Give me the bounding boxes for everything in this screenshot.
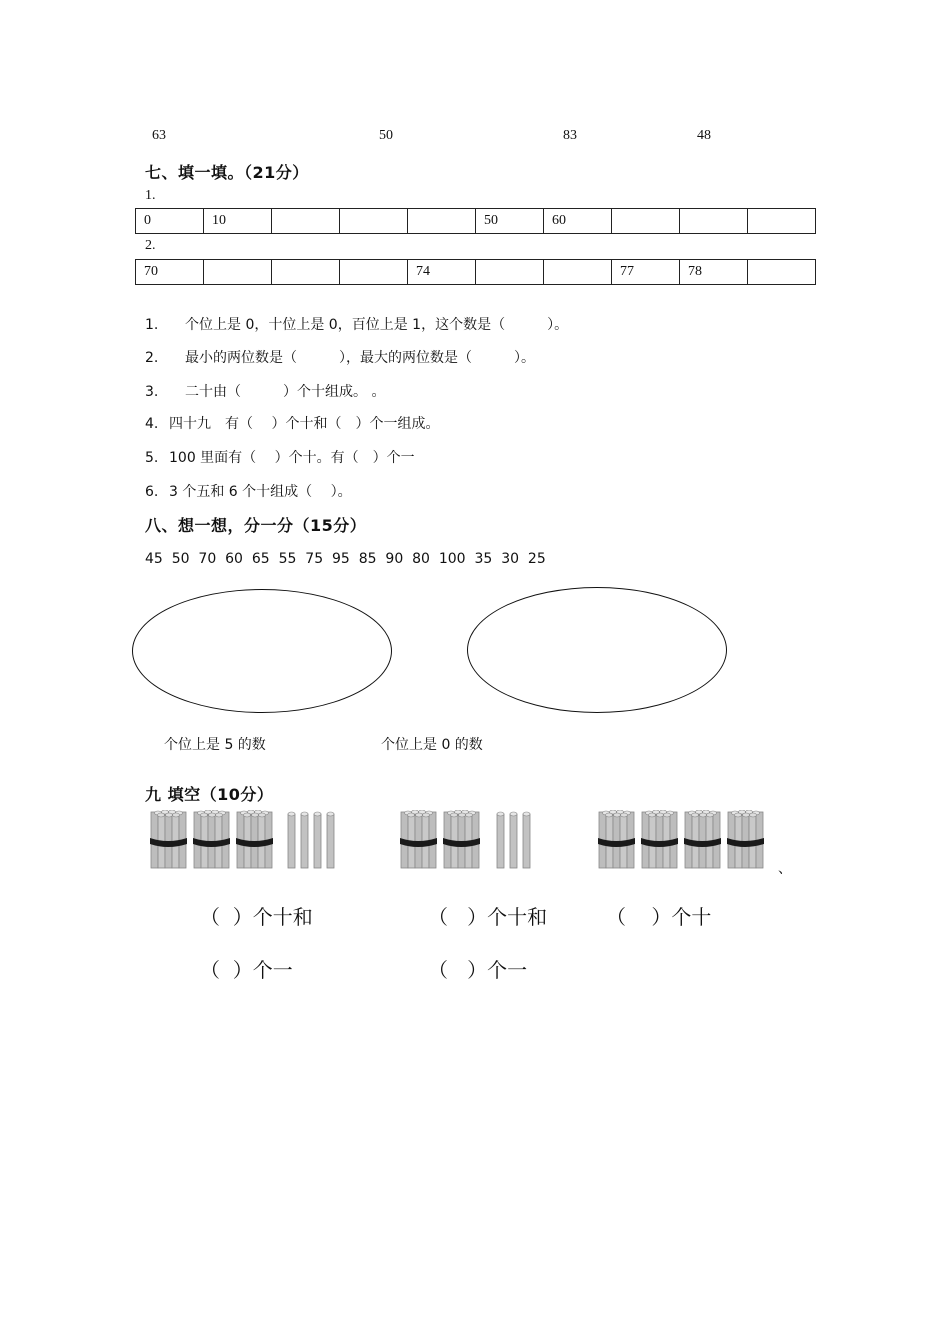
oval-caption-left: 个位上是 5 的数 [164,737,266,753]
question-3 [145,381,385,401]
table-2-label: 2. [145,238,156,253]
number-list: 45 50 70 60 65 55 75 95 85 90 80 100 35 30 25 [145,551,546,567]
table-1-cell[interactable] [748,209,816,234]
question-text: 最小的两位数是（ ），最大的两位数是（ ）。 [185,350,535,366]
oval-ones-0[interactable] [467,587,727,713]
oval-ones-5[interactable] [132,589,392,713]
section-9-title: 九 填空（10分） [145,785,274,804]
question-6 [145,481,352,501]
table-1-cell[interactable]: 10 [204,209,272,234]
answer-tens-2[interactable]: （ ）个十和 [428,905,548,929]
table-1-cell[interactable]: 60 [544,209,612,234]
table-1-cell[interactable] [272,209,340,234]
section-8-title: 八、想一想，分一分（15分） [145,516,367,535]
table-2-cell[interactable]: 74 [408,260,476,285]
answer-tens-1[interactable]: （ ）个十和 [200,905,313,929]
table-2-cell[interactable] [272,260,340,285]
question-text: 二十由（ ）个十组成。 。 [185,384,386,400]
question-text: 100 里面有（ ）个十。有（ ）个一 [169,450,415,466]
section-7-title: 七、填一填。（21分） [145,163,309,182]
question-1 [145,314,568,334]
table-1-cell[interactable] [680,209,748,234]
number-table-1 [135,208,816,234]
sticks-group-2 [400,810,540,872]
table-2-cell[interactable] [340,260,408,285]
question-text: 四十九 有（ ）个十和（ ）个一组成。 [169,416,440,432]
table-1-cell[interactable] [612,209,680,234]
table-2-cell[interactable]: 78 [680,260,748,285]
question-number: 1. [145,317,159,333]
answer-tens-3[interactable]: （ ）个十 [606,905,712,929]
table-1-cell[interactable] [340,209,408,234]
sticks-group-3 [598,810,773,872]
answer-ones-2[interactable]: （ ）个一 [428,958,528,982]
table-2-cell[interactable]: 70 [136,260,204,285]
table-1-label: 1. [145,188,156,203]
table-2-cell[interactable] [204,260,272,285]
question-text: 个位上是 0，十位上是 0，百位上是 1，这个数是（ ）。 [185,317,569,333]
top-number-3: 83 [563,128,577,143]
table-2-cell[interactable] [476,260,544,285]
table-2-cell[interactable]: 77 [612,260,680,285]
question-number: 3. [145,384,159,400]
table-1-cell[interactable]: 50 [476,209,544,234]
sticks-group-1 [150,810,340,872]
oval-caption-right: 个位上是 0 的数 [381,737,483,753]
answer-ones-1[interactable]: （ ）个一 [200,958,293,982]
table-1-cell[interactable]: 0 [136,209,204,234]
top-number-2: 50 [379,128,393,143]
number-table-2 [135,259,816,285]
top-number-4: 48 [697,128,711,143]
question-number: 6. [145,484,159,500]
question-number: 2. [145,350,159,366]
table-1-cell[interactable] [408,209,476,234]
question-5 [145,447,415,467]
table-2-cell[interactable] [748,260,816,285]
comma-mark: 、 [778,861,792,877]
question-4 [145,413,439,433]
question-2 [145,347,535,367]
top-number-1: 63 [152,128,166,143]
question-number: 4. [145,416,159,432]
table-2-cell[interactable] [544,260,612,285]
question-text: 3 个五和 6 个十组成（ ）。 [169,484,352,500]
question-number: 5. [145,450,159,466]
